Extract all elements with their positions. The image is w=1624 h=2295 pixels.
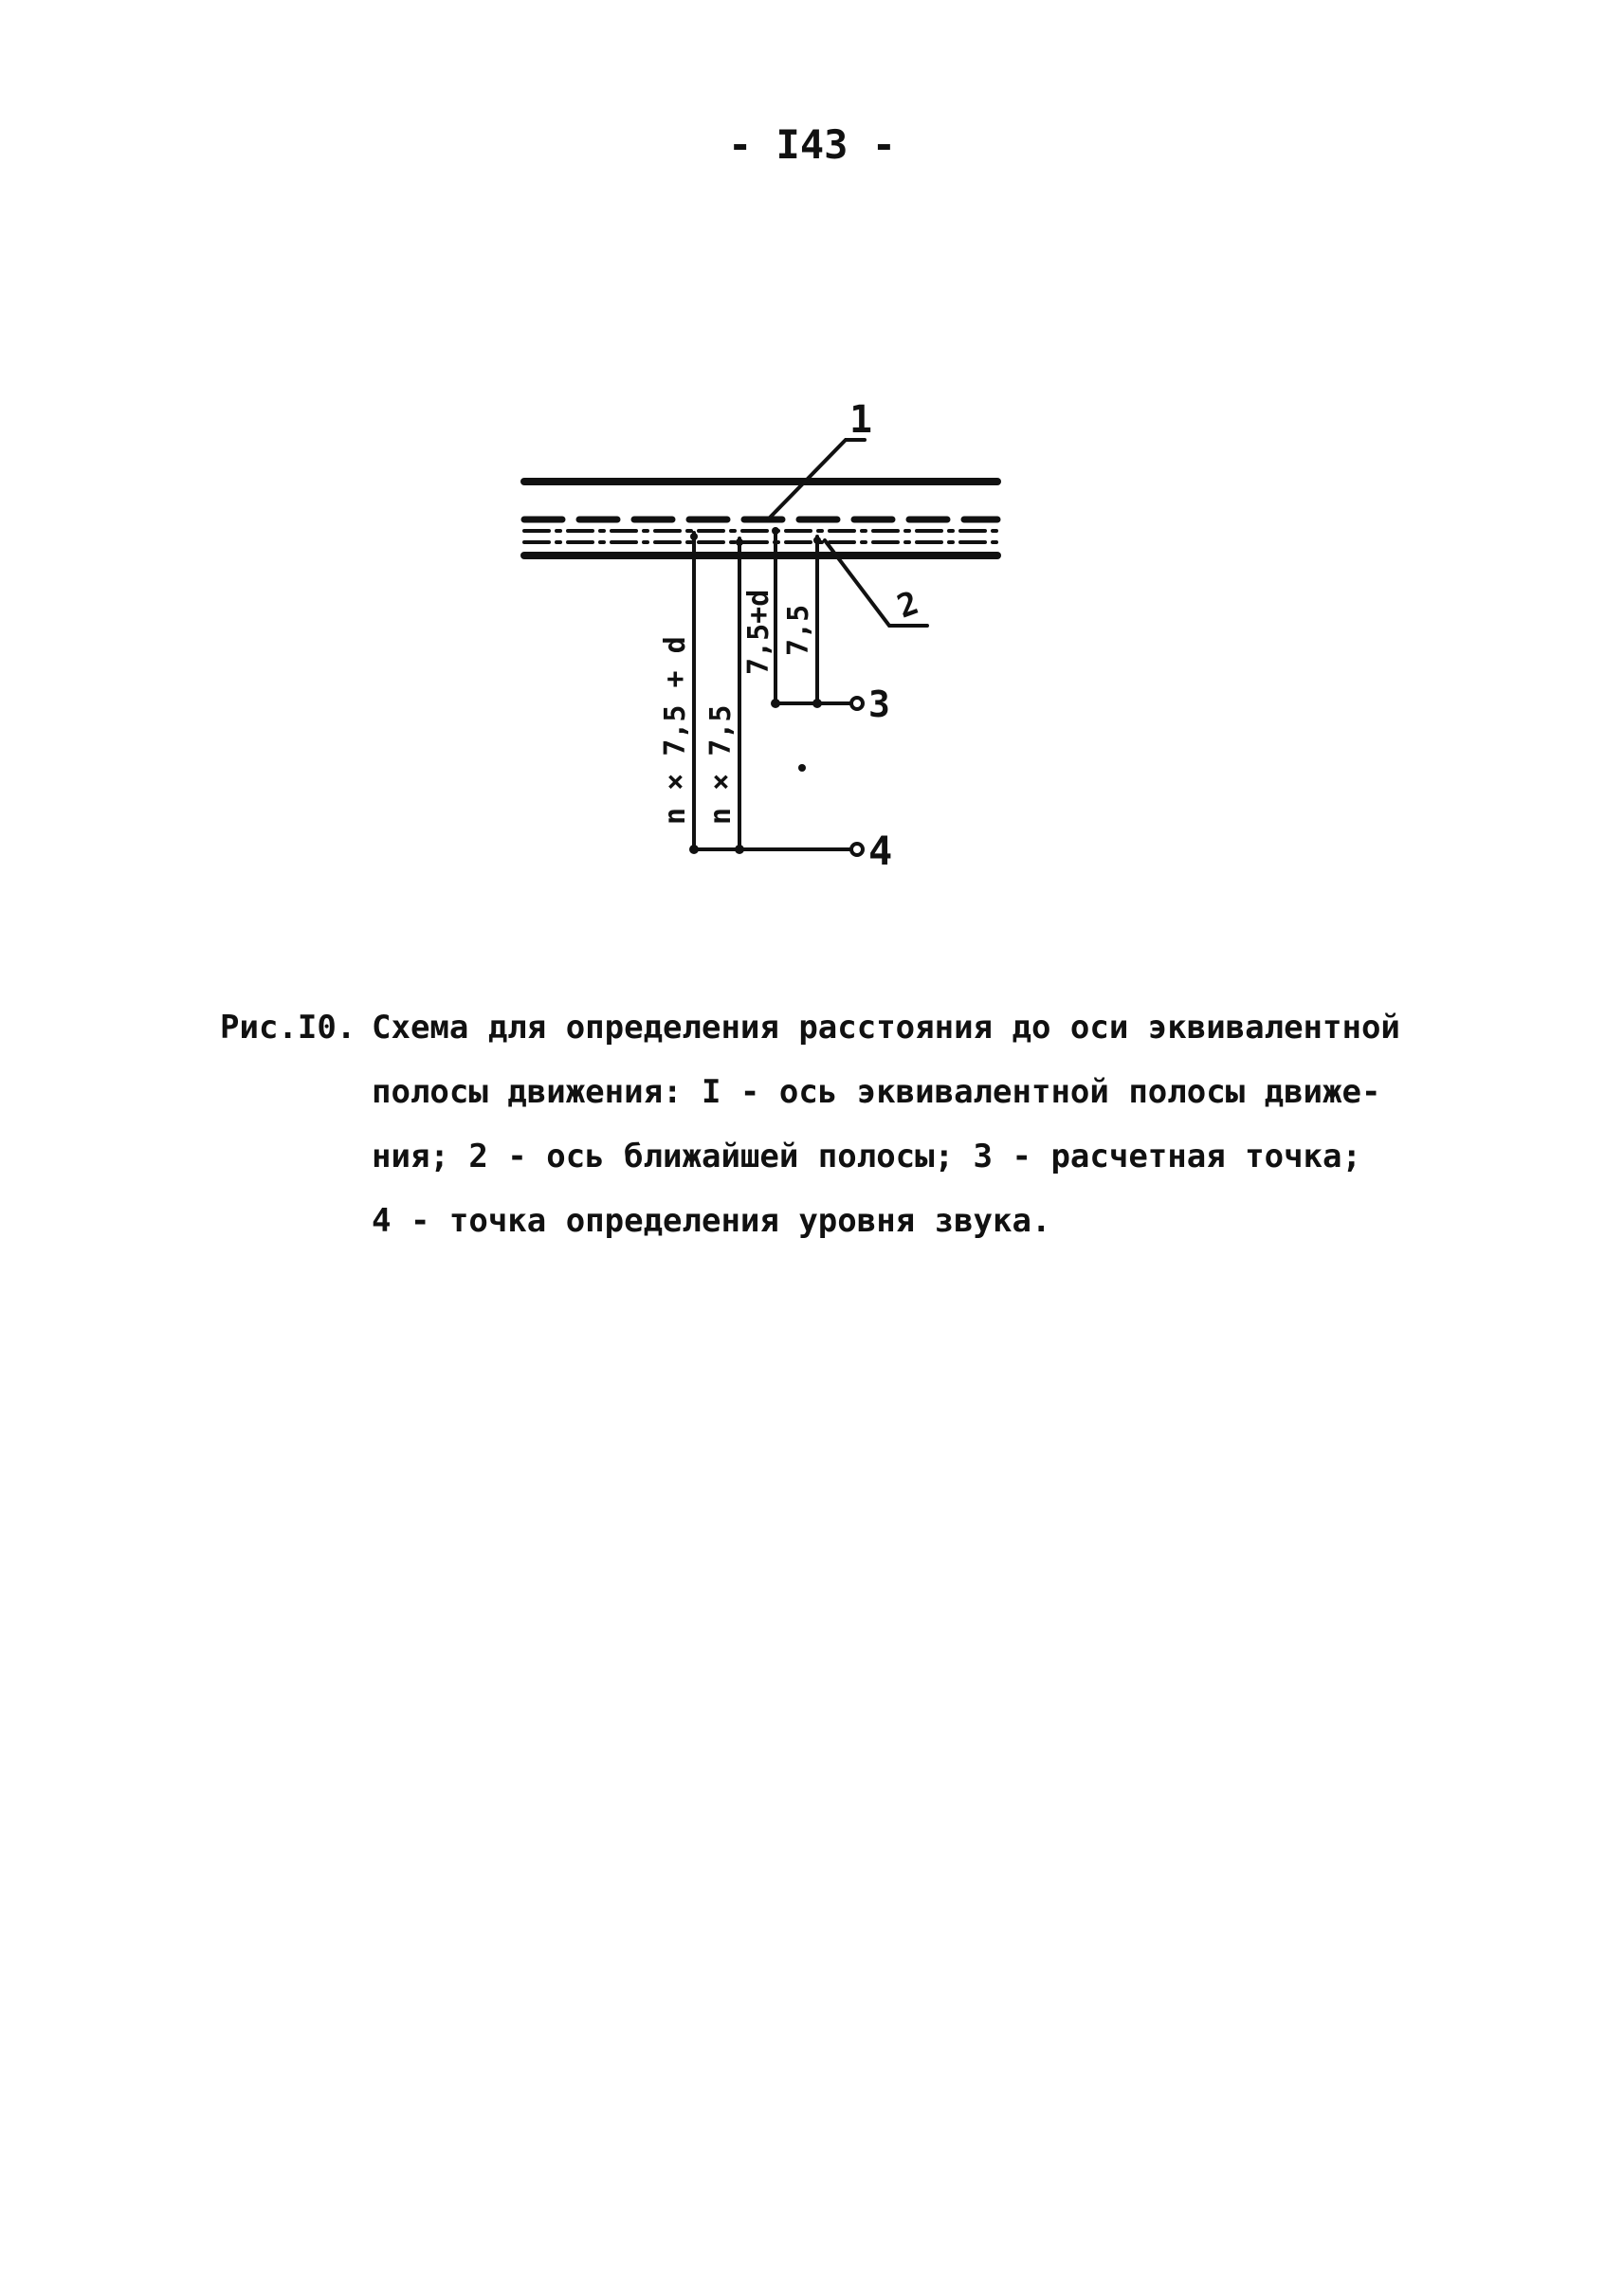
caption-line-3: ния; 2 - ось ближайшей полосы; 3 - расчетная точка;	[372, 1138, 1361, 1175]
page-number: - I43 -	[727, 121, 896, 168]
stray-dot	[798, 764, 806, 772]
callout-1-label: 1	[849, 398, 873, 442]
dim-label-n-7-5-d: n × 7,5 + d	[659, 636, 692, 825]
dim-label-7-5-d: 7,5+d	[742, 589, 776, 675]
tick-mark	[690, 533, 698, 540]
tick-mark	[772, 527, 779, 535]
road-distance-diagram	[0, 0, 1624, 948]
callout-2-label: 2	[892, 583, 924, 627]
caption-line-4: 4 - точка определения уровня звука.	[372, 1202, 1051, 1240]
caption-line-2: полосы движения: I - ось эквивалентной полосы движе-	[372, 1073, 1381, 1111]
callout-4-label: 4	[868, 828, 893, 874]
callout-3-label: 3	[868, 683, 890, 725]
caption-label: Рис.I0.	[220, 1009, 356, 1047]
dim-label-7-5: 7,5	[782, 604, 815, 656]
calc-point-3-marker	[851, 698, 863, 709]
caption-line-1: Схема для определения расстояния до оси эквивалентной	[372, 1009, 1400, 1047]
tick-mark	[813, 537, 821, 544]
tick-mark	[735, 845, 744, 854]
tick-mark	[736, 538, 743, 546]
tick-mark	[812, 699, 822, 708]
tick-mark	[771, 699, 780, 708]
dim-label-n-7-5: n × 7,5	[704, 704, 738, 825]
tick-mark	[689, 845, 699, 854]
sound-point-4-marker	[851, 844, 863, 855]
